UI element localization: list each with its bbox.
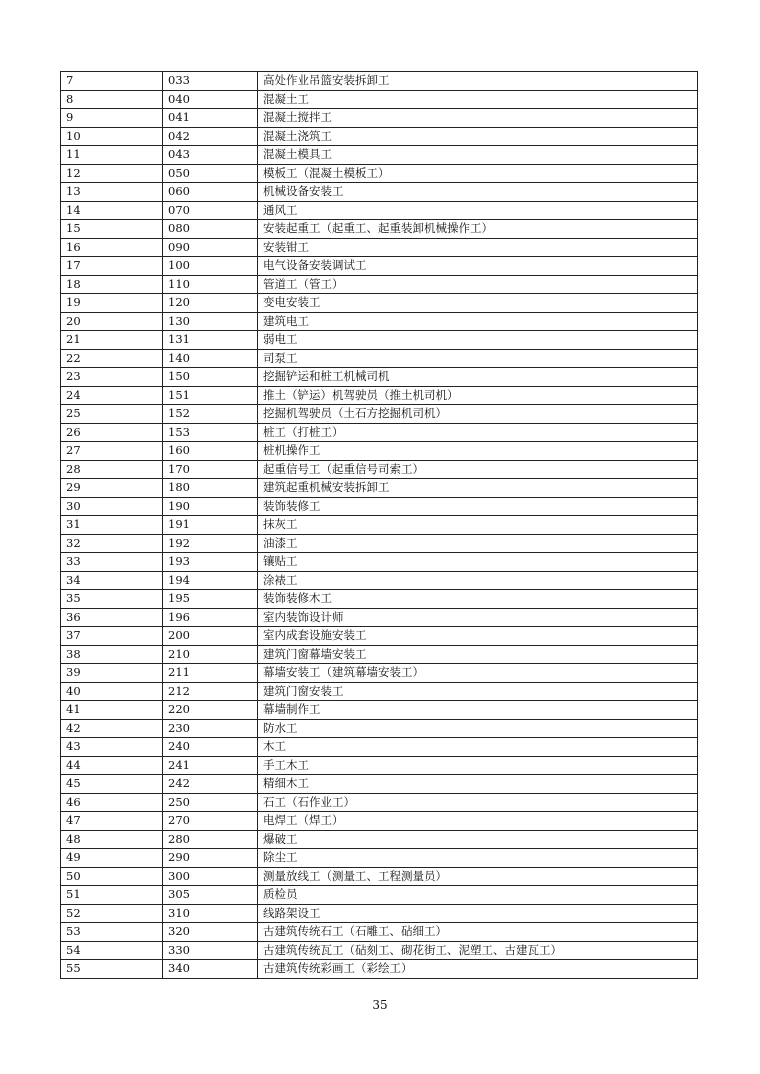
- row-number-cell: 11: [61, 146, 163, 165]
- table-row: [61, 590, 698, 609]
- table-row: [61, 294, 698, 313]
- row-number-cell: 43: [61, 738, 163, 757]
- table-row: [61, 331, 698, 350]
- table-row: [61, 442, 698, 461]
- occupation-code-cell: 130: [163, 312, 258, 331]
- occupation-name-cell: 古建筑传统彩画工（彩绘工）: [258, 960, 698, 979]
- row-number-cell: 54: [61, 941, 163, 960]
- table-row: [61, 460, 698, 479]
- occupation-code-cell: 150: [163, 368, 258, 387]
- row-number-cell: 25: [61, 405, 163, 424]
- page-number: 35: [372, 998, 388, 1012]
- occupation-name-cell: 管道工（管工）: [258, 275, 698, 294]
- row-number-cell: 12: [61, 164, 163, 183]
- occupation-code-cell: 100: [163, 257, 258, 276]
- table-row: [61, 183, 698, 202]
- occupation-code-cell: 050: [163, 164, 258, 183]
- occupation-code-cell: 211: [163, 664, 258, 683]
- row-number-cell: 50: [61, 867, 163, 886]
- occupation-name-cell: 通风工: [258, 201, 698, 220]
- row-number-cell: 42: [61, 719, 163, 738]
- row-number-cell: 19: [61, 294, 163, 313]
- occupation-code-cell: 242: [163, 775, 258, 794]
- row-number-cell: 47: [61, 812, 163, 831]
- occupation-name-cell: 装饰装修工: [258, 497, 698, 516]
- table-row: [61, 423, 698, 442]
- occupation-name-cell: 抹灰工: [258, 516, 698, 535]
- occupation-name-cell: 建筑门窗安装工: [258, 682, 698, 701]
- table-row: [61, 516, 698, 535]
- occupation-name-cell: 挖掘机驾驶员（土石方挖掘机司机）: [258, 405, 698, 424]
- occupation-code-cell: 043: [163, 146, 258, 165]
- occupation-code-cell: 194: [163, 571, 258, 590]
- table-row: [61, 553, 698, 572]
- occupation-name-cell: 幕墙制作工: [258, 701, 698, 720]
- table-row: [61, 719, 698, 738]
- occupation-code-cell: 060: [163, 183, 258, 202]
- occupation-name-cell: 安装起重工（起重工、起重装卸机械操作工）: [258, 220, 698, 239]
- row-number-cell: 34: [61, 571, 163, 590]
- row-number-cell: 41: [61, 701, 163, 720]
- occupation-name-cell: 混凝土工: [258, 90, 698, 109]
- table-row: [61, 941, 698, 960]
- occupation-code-cell: 241: [163, 756, 258, 775]
- occupation-name-cell: 混凝土浇筑工: [258, 127, 698, 146]
- occupation-name-cell: 建筑门窗幕墙安装工: [258, 645, 698, 664]
- row-number-cell: 7: [61, 72, 163, 91]
- occupation-code-cell: 320: [163, 923, 258, 942]
- table-row: [61, 201, 698, 220]
- occupation-name-cell: 电气设备安装调试工: [258, 257, 698, 276]
- row-number-cell: 46: [61, 793, 163, 812]
- row-number-cell: 35: [61, 590, 163, 609]
- table-row: [61, 923, 698, 942]
- occupation-name-cell: 建筑电工: [258, 312, 698, 331]
- row-number-cell: 30: [61, 497, 163, 516]
- occupation-code-cell: 305: [163, 886, 258, 905]
- table-row: [61, 497, 698, 516]
- occupation-code-cell: 196: [163, 608, 258, 627]
- table-row: [61, 664, 698, 683]
- occupation-code-cell: 270: [163, 812, 258, 831]
- occupation-code-cell: 230: [163, 719, 258, 738]
- occupation-name-cell: 石工（石作业工）: [258, 793, 698, 812]
- occupation-name-cell: 除尘工: [258, 849, 698, 868]
- table-row: [61, 812, 698, 831]
- row-number-cell: 28: [61, 460, 163, 479]
- occupation-code-cell: 120: [163, 294, 258, 313]
- occupation-name-cell: 防水工: [258, 719, 698, 738]
- row-number-cell: 27: [61, 442, 163, 461]
- table-row: [61, 90, 698, 109]
- occupation-code-cell: 153: [163, 423, 258, 442]
- table-row: [61, 257, 698, 276]
- occupation-name-cell: 测量放线工（测量工、工程测量员）: [258, 867, 698, 886]
- row-number-cell: 49: [61, 849, 163, 868]
- table-row: [61, 238, 698, 257]
- row-number-cell: 55: [61, 960, 163, 979]
- table-row: [61, 534, 698, 553]
- row-number-cell: 9: [61, 109, 163, 128]
- occupation-name-cell: 室内装饰设计师: [258, 608, 698, 627]
- occupation-name-cell: 手工木工: [258, 756, 698, 775]
- row-number-cell: 18: [61, 275, 163, 294]
- table-row: [61, 571, 698, 590]
- occupation-name-cell: 建筑起重机械安装拆卸工: [258, 479, 698, 498]
- table-row: [61, 886, 698, 905]
- row-number-cell: 39: [61, 664, 163, 683]
- occupation-name-cell: 模板工（混凝土模板工）: [258, 164, 698, 183]
- table-row: [61, 164, 698, 183]
- occupation-name-cell: 司泵工: [258, 349, 698, 368]
- occupation-code-cell: 290: [163, 849, 258, 868]
- occupation-code-cell: 330: [163, 941, 258, 960]
- occupation-code-cell: 152: [163, 405, 258, 424]
- occupation-code-cell: 340: [163, 960, 258, 979]
- row-number-cell: 29: [61, 479, 163, 498]
- occupation-name-cell: 桩工（打桩工）: [258, 423, 698, 442]
- occupation-code-cell: 250: [163, 793, 258, 812]
- occupation-name-cell: 精细木工: [258, 775, 698, 794]
- table-row: [61, 386, 698, 405]
- occupation-name-cell: 爆破工: [258, 830, 698, 849]
- table-row: [61, 793, 698, 812]
- occupation-name-cell: 弱电工: [258, 331, 698, 350]
- row-number-cell: 40: [61, 682, 163, 701]
- occupation-name-cell: 混凝土搅拌工: [258, 109, 698, 128]
- row-number-cell: 53: [61, 923, 163, 942]
- table-row: [61, 368, 698, 387]
- table-row: [61, 849, 698, 868]
- table-body: [61, 72, 698, 979]
- occupation-code-cell: 195: [163, 590, 258, 609]
- occupation-name-cell: 油漆工: [258, 534, 698, 553]
- table-row: [61, 867, 698, 886]
- row-number-cell: 48: [61, 830, 163, 849]
- occupation-name-cell: 古建筑传统瓦工（砧刻工、砌花街工、泥塑工、古建瓦工）: [258, 941, 698, 960]
- row-number-cell: 17: [61, 257, 163, 276]
- occupation-code-cell: 300: [163, 867, 258, 886]
- occupation-code-cell: 041: [163, 109, 258, 128]
- occupation-name-cell: 室内成套设施安装工: [258, 627, 698, 646]
- occupation-name-cell: 幕墙安装工（建筑幕墙安装工）: [258, 664, 698, 683]
- occupation-code-cell: 280: [163, 830, 258, 849]
- row-number-cell: 22: [61, 349, 163, 368]
- row-number-cell: 52: [61, 904, 163, 923]
- row-number-cell: 16: [61, 238, 163, 257]
- occupation-name-cell: 装饰装修木工: [258, 590, 698, 609]
- occupation-code-cell: 180: [163, 479, 258, 498]
- table-row: [61, 627, 698, 646]
- row-number-cell: 31: [61, 516, 163, 535]
- row-number-cell: 44: [61, 756, 163, 775]
- occupation-name-cell: 混凝土模具工: [258, 146, 698, 165]
- row-number-cell: 20: [61, 312, 163, 331]
- row-number-cell: 21: [61, 331, 163, 350]
- occupation-name-cell: 推土（铲运）机驾驶员（推土机司机）: [258, 386, 698, 405]
- occupation-code-cell: 170: [163, 460, 258, 479]
- occupation-name-cell: 质检员: [258, 886, 698, 905]
- row-number-cell: 51: [61, 886, 163, 905]
- table-row: [61, 682, 698, 701]
- table-row: [61, 738, 698, 757]
- row-number-cell: 15: [61, 220, 163, 239]
- occupation-name-cell: 镶贴工: [258, 553, 698, 572]
- occupation-name-cell: 电焊工（焊工）: [258, 812, 698, 831]
- occupation-name-cell: 挖掘铲运和桩工机械司机: [258, 368, 698, 387]
- occupation-name-cell: 变电安装工: [258, 294, 698, 313]
- table-row: [61, 349, 698, 368]
- occupation-name-cell: 安装钳工: [258, 238, 698, 257]
- occupation-code-cell: 210: [163, 645, 258, 664]
- table-row: [61, 960, 698, 979]
- row-number-cell: 33: [61, 553, 163, 572]
- occupation-name-cell: 涂裱工: [258, 571, 698, 590]
- row-number-cell: 38: [61, 645, 163, 664]
- occupation-code-cell: 310: [163, 904, 258, 923]
- occupation-code-cell: 192: [163, 534, 258, 553]
- occupation-name-cell: 古建筑传统石工（石雕工、砧细工）: [258, 923, 698, 942]
- occupation-code-cell: 080: [163, 220, 258, 239]
- row-number-cell: 8: [61, 90, 163, 109]
- occupation-name-cell: 起重信号工（起重信号司索工）: [258, 460, 698, 479]
- occupation-code-cell: 200: [163, 627, 258, 646]
- row-number-cell: 24: [61, 386, 163, 405]
- table-row: [61, 275, 698, 294]
- table-row: [61, 127, 698, 146]
- table-row: [61, 220, 698, 239]
- occupation-code-cell: 151: [163, 386, 258, 405]
- occupation-code-table: [60, 71, 698, 979]
- table-row: [61, 904, 698, 923]
- table-row: [61, 775, 698, 794]
- row-number-cell: 26: [61, 423, 163, 442]
- table-row: [61, 312, 698, 331]
- row-number-cell: 14: [61, 201, 163, 220]
- table-row: [61, 479, 698, 498]
- occupation-code-cell: 040: [163, 90, 258, 109]
- table-row: [61, 146, 698, 165]
- occupation-code-cell: 190: [163, 497, 258, 516]
- row-number-cell: 13: [61, 183, 163, 202]
- occupation-code-cell: 240: [163, 738, 258, 757]
- occupation-code-cell: 160: [163, 442, 258, 461]
- row-number-cell: 45: [61, 775, 163, 794]
- table-row: [61, 701, 698, 720]
- occupation-name-cell: 高处作业吊篮安装拆卸工: [258, 72, 698, 91]
- occupation-name-cell: 线路架设工: [258, 904, 698, 923]
- row-number-cell: 37: [61, 627, 163, 646]
- row-number-cell: 23: [61, 368, 163, 387]
- row-number-cell: 32: [61, 534, 163, 553]
- row-number-cell: 36: [61, 608, 163, 627]
- table-row: [61, 645, 698, 664]
- occupation-code-cell: 033: [163, 72, 258, 91]
- occupation-code-cell: 140: [163, 349, 258, 368]
- table-row: [61, 72, 698, 91]
- occupation-code-cell: 193: [163, 553, 258, 572]
- occupation-name-cell: 木工: [258, 738, 698, 757]
- occupation-code-cell: 110: [163, 275, 258, 294]
- occupation-name-cell: 桩机操作工: [258, 442, 698, 461]
- row-number-cell: 10: [61, 127, 163, 146]
- table-row: [61, 109, 698, 128]
- occupation-code-cell: 042: [163, 127, 258, 146]
- table-row: [61, 405, 698, 424]
- occupation-name-cell: 机械设备安装工: [258, 183, 698, 202]
- table-row: [61, 608, 698, 627]
- table-row: [61, 756, 698, 775]
- occupation-code-cell: 212: [163, 682, 258, 701]
- occupation-code-cell: 191: [163, 516, 258, 535]
- occupation-code-cell: 220: [163, 701, 258, 720]
- occupation-code-cell: 090: [163, 238, 258, 257]
- table-row: [61, 830, 698, 849]
- occupation-code-cell: 131: [163, 331, 258, 350]
- occupation-code-cell: 070: [163, 201, 258, 220]
